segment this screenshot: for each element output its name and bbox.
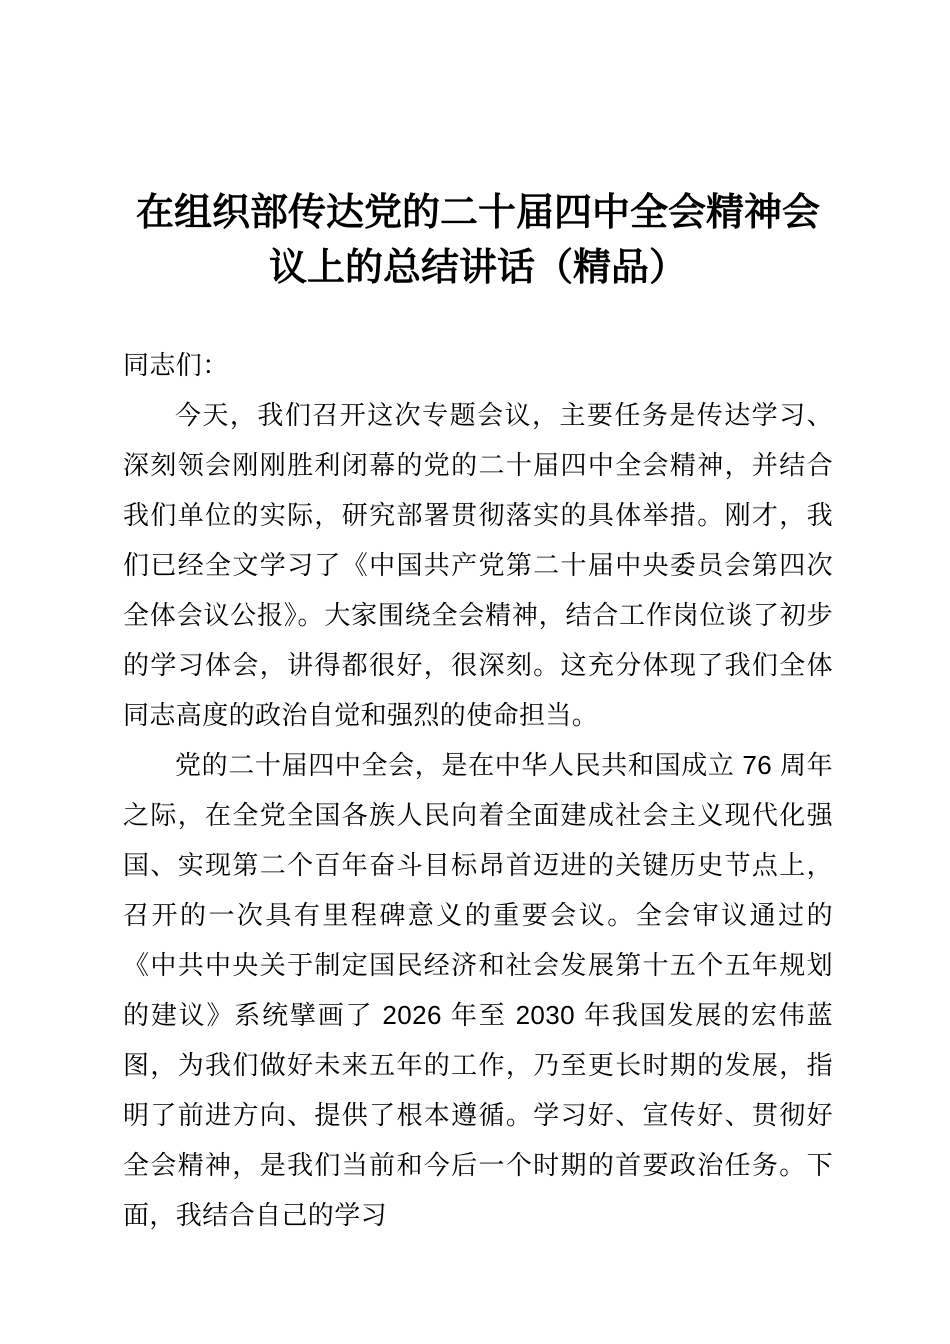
body-paragraph-1: 今天，我们召开这次专题会议，主要任务是传达学习、深刻领会刚刚胜利闭幕的党的二十届四中全会精神，并结合我们单位的实际，研究部署贯彻落实的具体举措。刚才，我们已经全文学习了《中国共产党第二十届中央委员会第四次全体会议公报》。大家围绕全会精神，结合工作岗位谈了初步的学习体会，讲得都很好，很深刻。这充分体现了我们全体同志高度的政治自觉和强烈的使命担当。 <box>123 400 833 730</box>
salutation-paragraph: 同志们： <box>123 350 229 380</box>
document-title: 在组织部传达党的二十届四中全会精神会议上的总结讲话（精品） <box>135 192 820 289</box>
body-paragraph-2: 党的二十届四中全会，是在中华人民共和国成立 76 周年之际，在全党全国各族人民向着全面建成社会主义现代化强国、实现第二个百年奋斗目标昂首迈进的关键历史节点上，召开的一次具有里程碑意义的重要会议。全会审议通过的《中共中央关于制定国民经济和社会发展第十五个五年规划的建议》系统擘画了 2026 年至 2030 年我国发展的宏伟蓝图，为我们做好未来五年的工作，乃至更长时期的发展，指明了前进方向、提供了根本遵循。学习好、宣传好、贯彻好全会精神，是我们当前和今后一个时期的首要政治任务。下面，我结合自己的学习 <box>123 750 833 1230</box>
